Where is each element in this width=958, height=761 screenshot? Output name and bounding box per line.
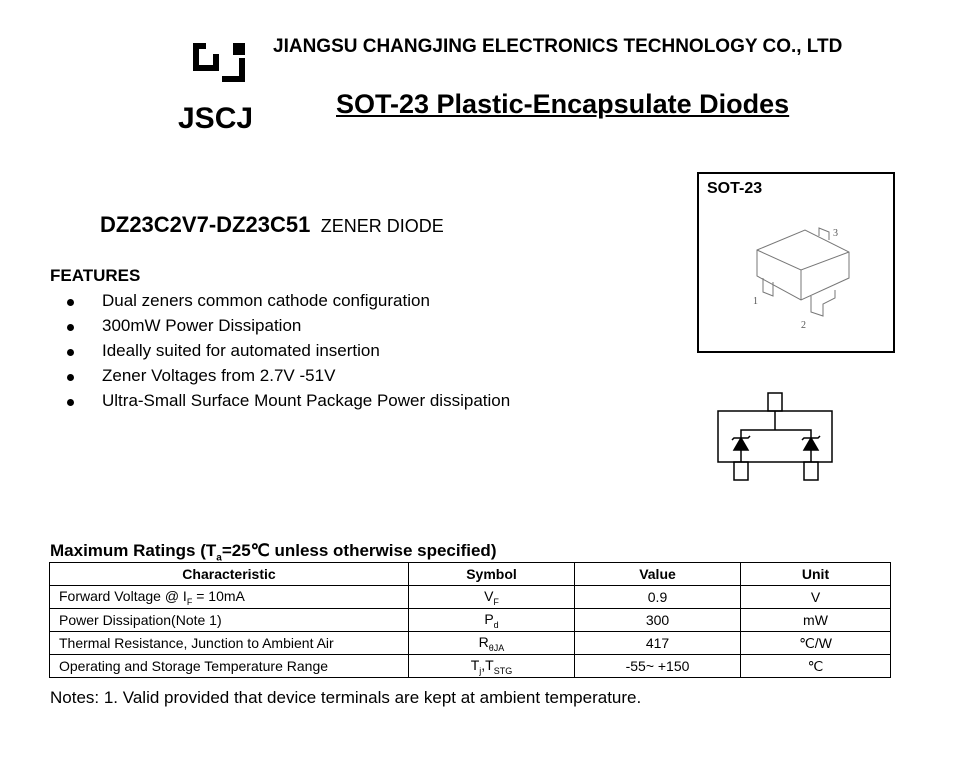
value-cell: 0.9 — [575, 586, 741, 609]
column-header: Value — [575, 563, 741, 586]
bullet-icon — [67, 299, 74, 306]
features-heading: FEATURES — [50, 266, 141, 285]
bullet-icon — [67, 399, 74, 406]
company-name: JIANGSU CHANGJING ELECTRONICS TECHNOLOGY CO., LTD — [273, 36, 843, 57]
table-row — [50, 632, 891, 655]
part-number: DZ23C2V7-DZ23C51 — [100, 212, 311, 237]
symbol-cell: $P_d$ — [409, 609, 575, 632]
bullet-icon — [67, 374, 74, 381]
dual-zener-schematic-icon — [712, 392, 838, 484]
package-label: SOT-23 — [707, 180, 763, 197]
pin-2-label: 2 — [801, 320, 806, 331]
logo-text: JSCJ — [178, 102, 254, 135]
symbol-cell: $T_j,T_{STG}$ — [409, 655, 575, 678]
table-row — [50, 655, 891, 678]
part-description: ZENER DIODE — [320, 216, 444, 236]
unit-cell: V — [741, 586, 891, 609]
value-cell: -55~ +150 — [575, 655, 741, 678]
table-row — [50, 609, 891, 632]
symbol-cell: $V_F$ — [409, 586, 575, 609]
unit-cell: ℃ — [741, 655, 891, 678]
sot23-package-icon — [739, 214, 869, 331]
pin-3-label: 3 — [833, 228, 838, 239]
column-header: Symbol — [409, 563, 575, 586]
characteristic-cell: Thermal Resistance, Junction to Ambient Air — [50, 632, 409, 655]
value-cell: 300 — [575, 609, 741, 632]
ratings-table — [49, 562, 891, 678]
column-header: Unit — [741, 563, 891, 586]
feature-item: Zener Voltages from 2.7V -51V — [62, 363, 510, 388]
characteristic-cell: Forward Voltage @ $I_F = 10mA$ — [50, 586, 409, 609]
feature-item: Dual zeners common cathode configuration — [62, 288, 510, 313]
unit-cell: ℃/W — [741, 632, 891, 655]
value-cell: 417 — [575, 632, 741, 655]
unit-cell: mW — [741, 609, 891, 632]
characteristic-cell: Operating and Storage Temperature Range — [50, 655, 409, 678]
symbol-cell: $R_{\theta JA}$ — [409, 632, 575, 655]
characteristic-cell: Power Dissipation(Note 1) — [50, 609, 409, 632]
part-line — [100, 212, 444, 238]
pin-1-label: 1 — [753, 296, 758, 307]
feature-item: Ultra-Small Surface Mount Package Power dissipation — [62, 388, 510, 413]
company-logo — [178, 40, 258, 135]
package-box — [697, 172, 895, 353]
notes: Notes: 1. Valid provided that device terminals are kept at ambient temperature. — [50, 688, 642, 707]
table-row — [50, 586, 891, 609]
document-title: SOT-23 Plastic-Encapsulate Diodes — [336, 89, 790, 119]
ratings-heading: Maximum Ratings ($T_a=25℃$ unless otherwise specified) — [50, 541, 497, 564]
feature-item: 300mW Power Dissipation — [62, 313, 510, 338]
bullet-icon — [67, 349, 74, 356]
feature-item: Ideally suited for automated insertion — [62, 338, 510, 363]
column-header: Characteristic — [50, 563, 409, 586]
bullet-icon — [67, 324, 74, 331]
features-list — [62, 288, 510, 413]
table-header-row — [50, 563, 891, 586]
